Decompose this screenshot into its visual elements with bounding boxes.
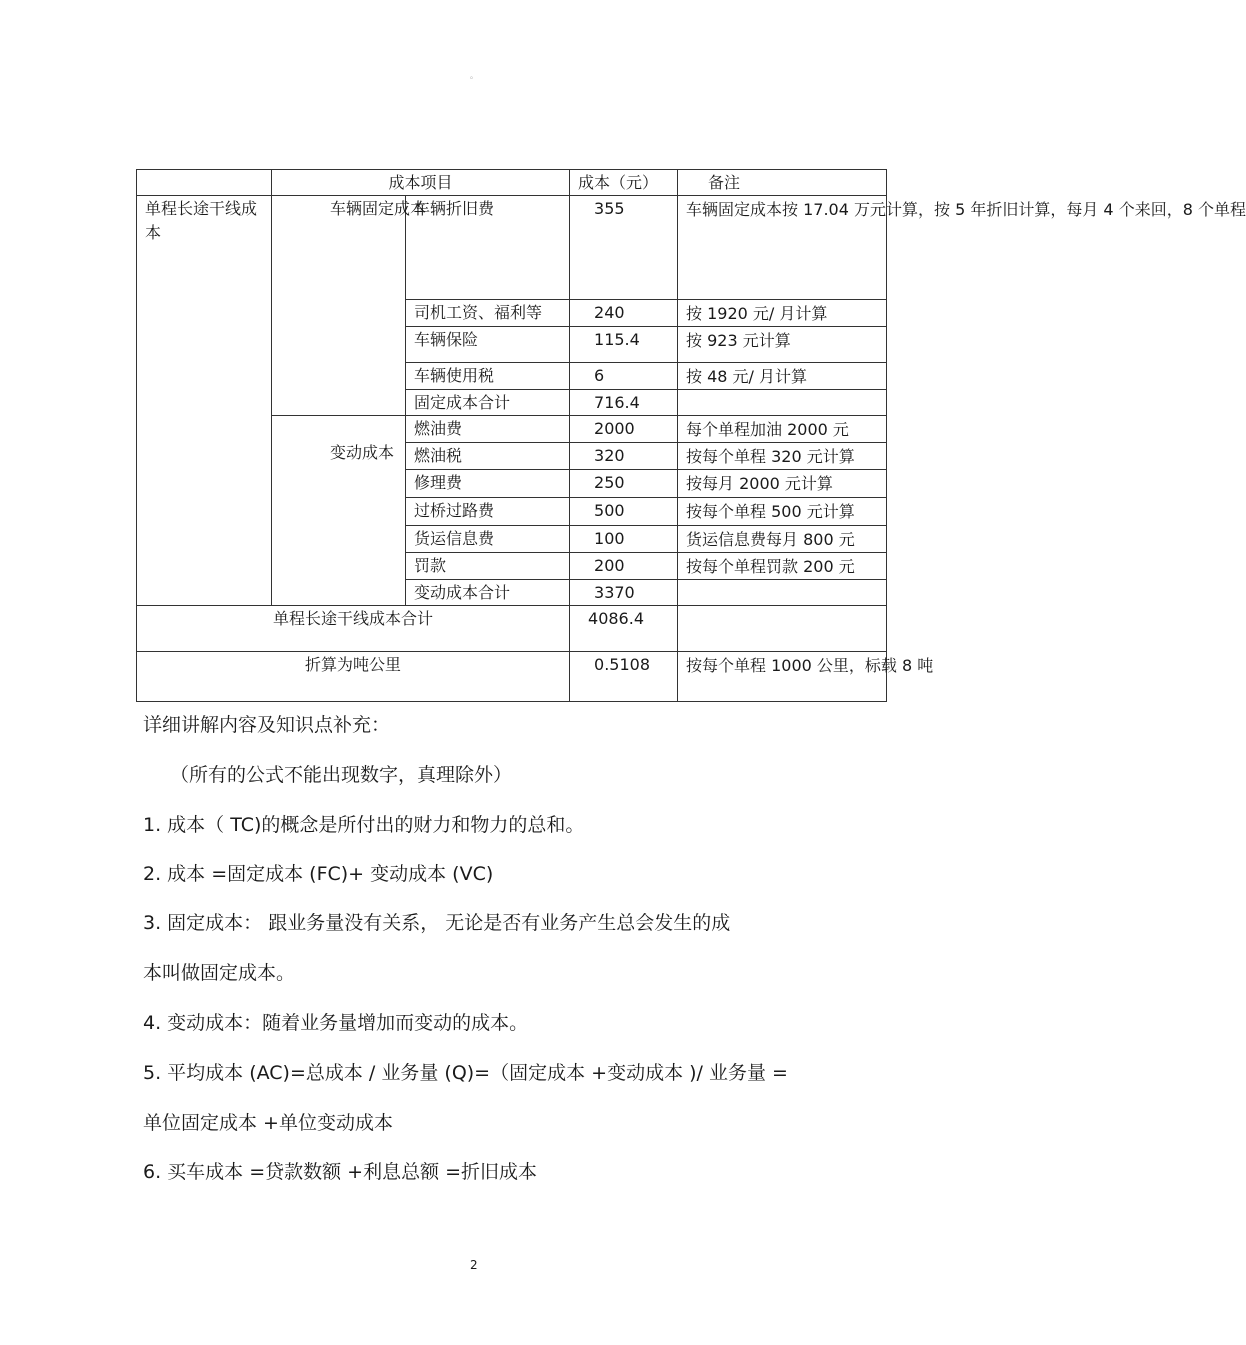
point-5-cont: 单位固定成本 +单位变动成本 xyxy=(143,1112,393,1134)
note-cell: 车辆固定成本按 17.04 万元计算，按 5 年折旧计算，每月 4 个来回，8 个单程 xyxy=(678,196,887,300)
cost-cell: 500 xyxy=(570,498,678,526)
point-3-cont: 本叫做固定成本。 xyxy=(143,962,296,984)
ton-km-note: 按每个单程 1000 公里，标载 8 吨 xyxy=(678,652,887,702)
ton-km-label: 折算为吨公里 xyxy=(137,652,570,702)
note-cell: 每个单程加油 2000 元 xyxy=(678,416,887,443)
variable-group-label xyxy=(272,416,406,606)
item-cell: 车辆使用税 xyxy=(406,363,570,390)
note-cell xyxy=(678,390,887,416)
table-row xyxy=(137,196,887,300)
total-note xyxy=(678,606,887,652)
note-cell: 按 923 元计算 xyxy=(678,327,887,363)
fixed-group-label xyxy=(272,196,427,416)
item-cell: 变动成本合计 xyxy=(406,580,570,606)
cost-cell: 3370 xyxy=(570,580,678,606)
ton-km-cost: 0.5108 xyxy=(570,652,678,702)
page-number: 2 xyxy=(470,1258,478,1272)
variable-group-text: 变动成本 xyxy=(330,443,395,462)
point-5: 5. 平均成本 (AC)=总成本 / 业务量 (Q)=（固定成本 +变动成本 )/ 业务量 = xyxy=(143,1062,788,1084)
cost-cell: 6 xyxy=(570,363,678,390)
table-header-row xyxy=(137,170,887,196)
point-4: 4. 变动成本：随着业务量增加而变动的成本。 xyxy=(143,1012,529,1034)
cost-cell: 115.4 xyxy=(570,327,678,363)
note-cell: 货运信息费每月 800 元 xyxy=(678,526,887,553)
point-6: 6. 买车成本 =贷款数额 +利息总额 =折旧成本 xyxy=(143,1161,538,1183)
point-3: 3. 固定成本： 跟业务量没有关系， 无论是否有业务产生总会发生的成 xyxy=(143,912,731,934)
note-cell: 按每个单程 320 元计算 xyxy=(678,443,887,470)
point-1: 1. 成本（ TC)的概念是所付出的财力和物力的总和。 xyxy=(143,814,585,836)
cost-table xyxy=(136,169,1246,702)
item-cell: 司机工资、福利等 xyxy=(406,300,570,327)
item-cell: 修理费 xyxy=(406,470,570,498)
total-label: 单程长途干线成本合计 xyxy=(137,606,570,652)
note-cell: 按 48 元/ 月计算 xyxy=(678,363,887,390)
item-cell: 燃油税 xyxy=(406,443,570,470)
cost-cell: 320 xyxy=(570,443,678,470)
route-label: 单程长途干线成本 xyxy=(137,196,272,606)
cost-cell: 2000 xyxy=(570,416,678,443)
cost-cell: 716.4 xyxy=(570,390,678,416)
total-row xyxy=(137,606,887,652)
cost-cell: 240 xyxy=(570,300,678,327)
explanation-heading: 详细讲解内容及知识点补充： xyxy=(143,714,391,736)
item-cell: 车辆保险 xyxy=(406,327,570,363)
formula-note: （所有的公式不能出现数字，真理除外） xyxy=(170,764,513,786)
item-cell: 过桥过路费 xyxy=(406,498,570,526)
cost-cell: 100 xyxy=(570,526,678,553)
item-cell: 车辆折旧费 xyxy=(406,196,570,300)
note-cell: 按每个单程罚款 200 元 xyxy=(678,553,887,580)
note-cell xyxy=(678,580,887,606)
total-cost: 4086.4 xyxy=(570,606,678,652)
header-mark: 。 xyxy=(470,71,478,80)
item-cell: 燃油费 xyxy=(406,416,570,443)
ton-km-row xyxy=(137,652,887,702)
item-cell: 货运信息费 xyxy=(406,526,570,553)
cost-cell: 250 xyxy=(570,470,678,498)
header-cost-item: 成本项目 xyxy=(272,170,570,196)
note-cell: 按每月 2000 元计算 xyxy=(678,470,887,498)
item-cell: 固定成本合计 xyxy=(406,390,570,416)
note-cell: 按 1920 元/ 月计算 xyxy=(678,300,887,327)
item-cell: 罚款 xyxy=(406,553,570,580)
header-cost: 成本（元） xyxy=(570,170,678,196)
header-note: 备注 xyxy=(678,170,887,196)
fixed-group-text: 车辆固定成本 xyxy=(330,199,427,218)
point-2: 2. 成本 =固定成本 (FC)+ 变动成本 (VC) xyxy=(143,863,494,885)
note-cell: 按每个单程 500 元计算 xyxy=(678,498,887,526)
cost-cell: 200 xyxy=(570,553,678,580)
cost-cell: 355 xyxy=(570,196,678,300)
header-blank-cell xyxy=(137,170,272,196)
